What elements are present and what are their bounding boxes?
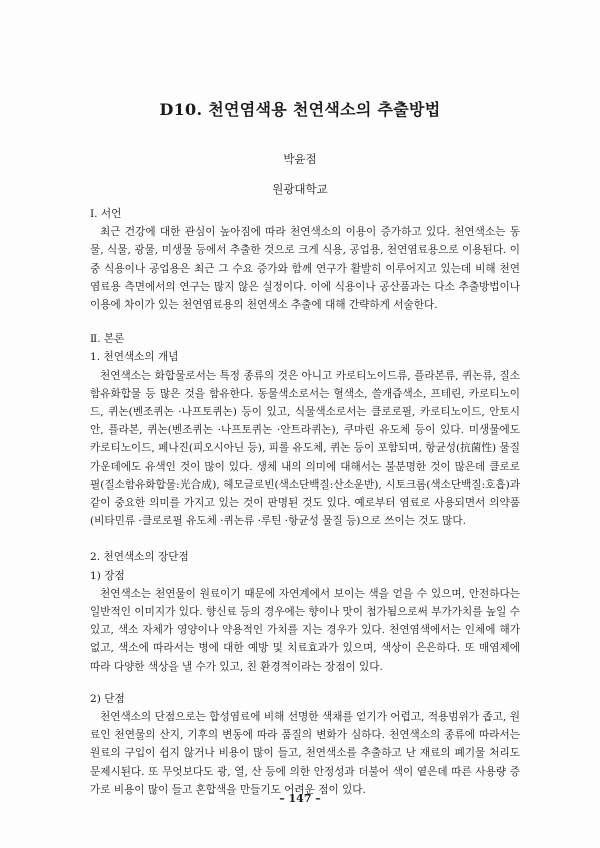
- sub1-paragraph: 천연색소는 화합물로서는 특정 종류의 것은 아니고 카로티노이드류, 플라본류, 퀴논류, 질소함유화합물 등 많은 것을 함유한다. 동물색소로서는 혈색소, 쓸개즙색소, 프테린, 카로티노이드, 퀴논(벤조퀴논 ·나프토퀴논) 등이 있고, 식물색소로서는 클로로필, 카로티노이드, 안토시안, 플라본, 퀴논(벤조퀴논 ·나프토퀴논 ·안트라퀴논), 쿠마린 유도체 등이 있다. 미생물에도 카로티노이드, 페나진(피오시아닌 등), 피롤 유도체, 퀴논 등이 포함되며, 항균성(抗菌性) 물질 가운데에도 유색인 것이 많이 있다. 생체 내의 의미에 대해서는 불분명한 것이 많은데 클로로필(질소함유화합물:光合成), 헤모글로빈(색소단백질:산소운반), 시토크롬(색소단백질:호흡)과 같이 중요한 의미를 가지고 있는 것이 판명된 것도 있다. 예로부터 염료로 사용되면서 의약품(비타민류 ·클로로필 유도체 ·퀴논류 ·루틴 ·항균성 물질 등)으로 쓰이는 것도 많다.: [90, 369, 520, 528]
- paper-title: D10. 천연염색용 천연색소의 추출방법: [159, 100, 441, 119]
- affiliation: 원광대학교: [272, 182, 328, 196]
- main-heading: Ⅱ. 본론: [90, 333, 125, 346]
- sub1-heading: 1. 천연색소의 개념: [90, 351, 179, 364]
- pros-heading: 1) 장점: [90, 569, 125, 582]
- sub2-heading: 2. 천연색소의 장단점: [90, 551, 189, 564]
- document-body: [90, 205, 520, 799]
- intro-heading: Ⅰ. 서언: [90, 208, 122, 220]
- page-number: – 147 –: [279, 792, 321, 805]
- cons-heading: 2) 단점: [90, 692, 125, 705]
- author-name: 박윤점: [283, 152, 317, 166]
- cons-paragraph: 천연색소의 단점으로는 합성염료에 비해 선명한 색채를 얻기가 어렵고, 적용범위가 좁고, 원료인 천연물의 산지, 기후의 변동에 따라 품질의 변화가 심하다. 천연색소의 종류에 따라서는 원료의 구입이 쉽지 않거나 비용이 많이 들고, 천연색소를 추출하고 난 재료의 폐기물 처리도 문제시된다. 또 무엇보다도 광, 열, 산 등에 의한 안정성과 더불어 색이 옅은데 따른 사용량 증가로 비용이 많이 들고 혼합색을 만들기도 어려운 점이 있다.: [90, 711, 520, 796]
- pros-paragraph: 천연색소는 천연물이 원료이기 때문에 자연계에서 보이는 색을 얻을 수 있으며, 안전하다는 일반적인 이미지가 있다. 향신료 등의 경우에는 향이나 맛이 첨가됨으로써 부가가치를 높일 수 있고, 색소 자체가 영양이나 약용적인 가치를 지는 경우가 있다. 천연염색에서는 인체에 해가 없고, 색소에 따라서는 병에 대한 예방 및 치료효과가 있으며, 색상이 은은하다. 또 매염제에 따라 다양한 색상을 낼 수가 있고, 친 환경적이라는 장점이 있다.: [90, 587, 520, 673]
- intro-paragraph: 최근 건강에 대한 관심이 높아짐에 따라 천연색소의 이용이 증가하고 있다. 천연색소는 동물, 식물, 광물, 미생물 등에서 추출한 것으로 크게 식용, 공업용, 천연염료용으로 이용된다. 이 중 식용이나 공업용은 최근 그 수요 증가와 함께 연구가 활발히 이루어지고 있는데 비해 천연염료용 측면에서의 연구는 많지 않은 실정이다. 이에 식용이나 공산품과는 다소 추출방법이나 이용에 차이가 있는 천연염료용의 천연색소 추출에 대해 간략하게 서술한다.: [90, 226, 520, 312]
